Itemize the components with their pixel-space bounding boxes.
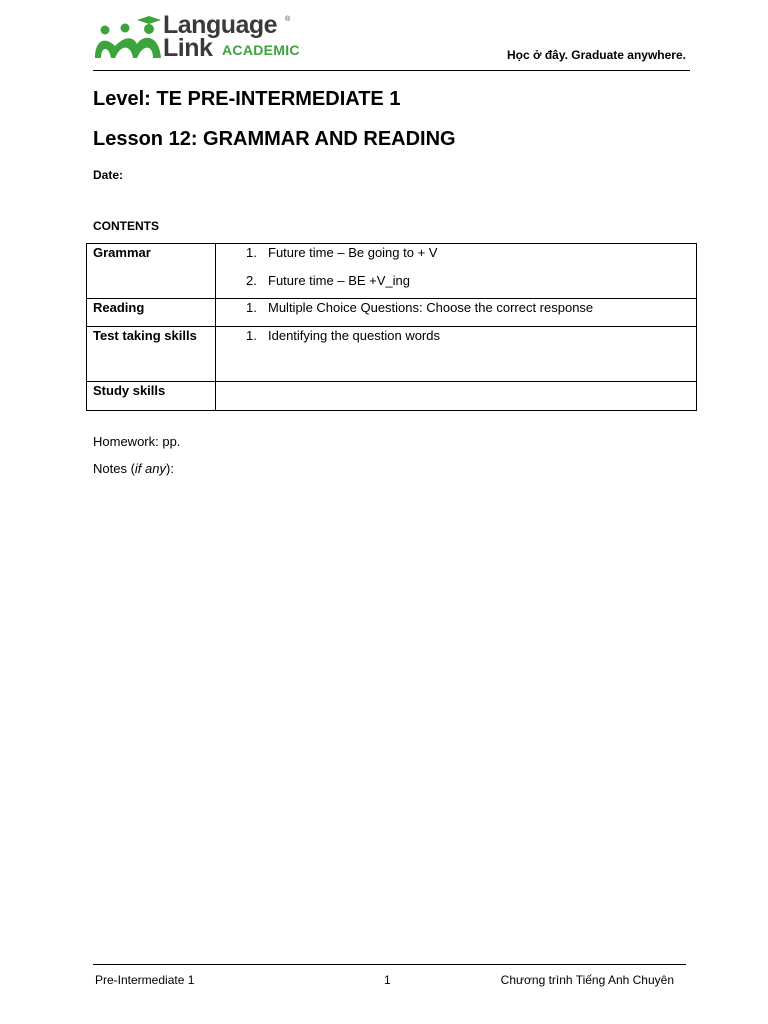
logo-text-language: Language bbox=[163, 11, 278, 39]
item-text: Future time – Be going to + V bbox=[268, 245, 438, 260]
homework-line: Homework: pp. bbox=[93, 434, 181, 449]
list-item bbox=[216, 244, 696, 262]
tagline: Học ở đây. Graduate anywhere. bbox=[506, 48, 686, 62]
row-items bbox=[216, 299, 697, 327]
row-label: Reading bbox=[87, 299, 216, 327]
contents-table bbox=[86, 243, 697, 411]
item-text: Future time – BE +V_ing bbox=[268, 273, 410, 288]
list-item bbox=[216, 327, 696, 345]
row-label: Study skills bbox=[87, 382, 216, 411]
notes-prefix: Notes ( bbox=[93, 461, 135, 476]
table-row-test-taking-skills bbox=[87, 327, 697, 382]
page-footer bbox=[93, 964, 686, 987]
page-header bbox=[93, 11, 690, 71]
notes-italic: if any bbox=[134, 461, 166, 476]
contents-title: CONTENTS bbox=[93, 219, 159, 233]
page-number: 1 bbox=[384, 973, 391, 987]
row-items bbox=[216, 382, 697, 411]
item-text: Multiple Choice Questions: Choose the correct response bbox=[268, 300, 594, 315]
item-number: 1. bbox=[246, 300, 257, 315]
logo-text-link: Link bbox=[163, 34, 213, 62]
row-label: Grammar bbox=[87, 244, 216, 299]
row-items bbox=[216, 327, 697, 382]
item-number: 1. bbox=[246, 328, 257, 343]
notes-line bbox=[93, 461, 174, 476]
row-label: Test taking skills bbox=[87, 327, 216, 382]
footer-course: Pre-Intermediate 1 bbox=[95, 973, 195, 987]
table-row-reading bbox=[87, 299, 697, 327]
logo-text-academic: ACADEMIC bbox=[222, 42, 300, 58]
logo-registered-mark: ® bbox=[285, 16, 291, 23]
lesson-heading: Lesson 12: GRAMMAR AND READING bbox=[93, 128, 456, 150]
level-heading: Level: TE PRE-INTERMEDIATE 1 bbox=[93, 88, 401, 110]
item-number: 1. bbox=[246, 245, 257, 260]
language-link-logo bbox=[93, 11, 300, 62]
table-row-grammar bbox=[87, 244, 697, 299]
row-items bbox=[216, 244, 697, 299]
list-item bbox=[216, 299, 696, 317]
date-label: Date: bbox=[93, 168, 124, 182]
item-number: 2. bbox=[246, 273, 257, 288]
item-text: Identifying the question words bbox=[268, 328, 440, 343]
footer-program: Chương trình Tiếng Anh Chuyên bbox=[500, 973, 674, 987]
list-item bbox=[216, 272, 696, 290]
people-icon bbox=[93, 14, 163, 62]
table-row-study-skills bbox=[87, 382, 697, 411]
notes-suffix: ): bbox=[165, 461, 174, 476]
